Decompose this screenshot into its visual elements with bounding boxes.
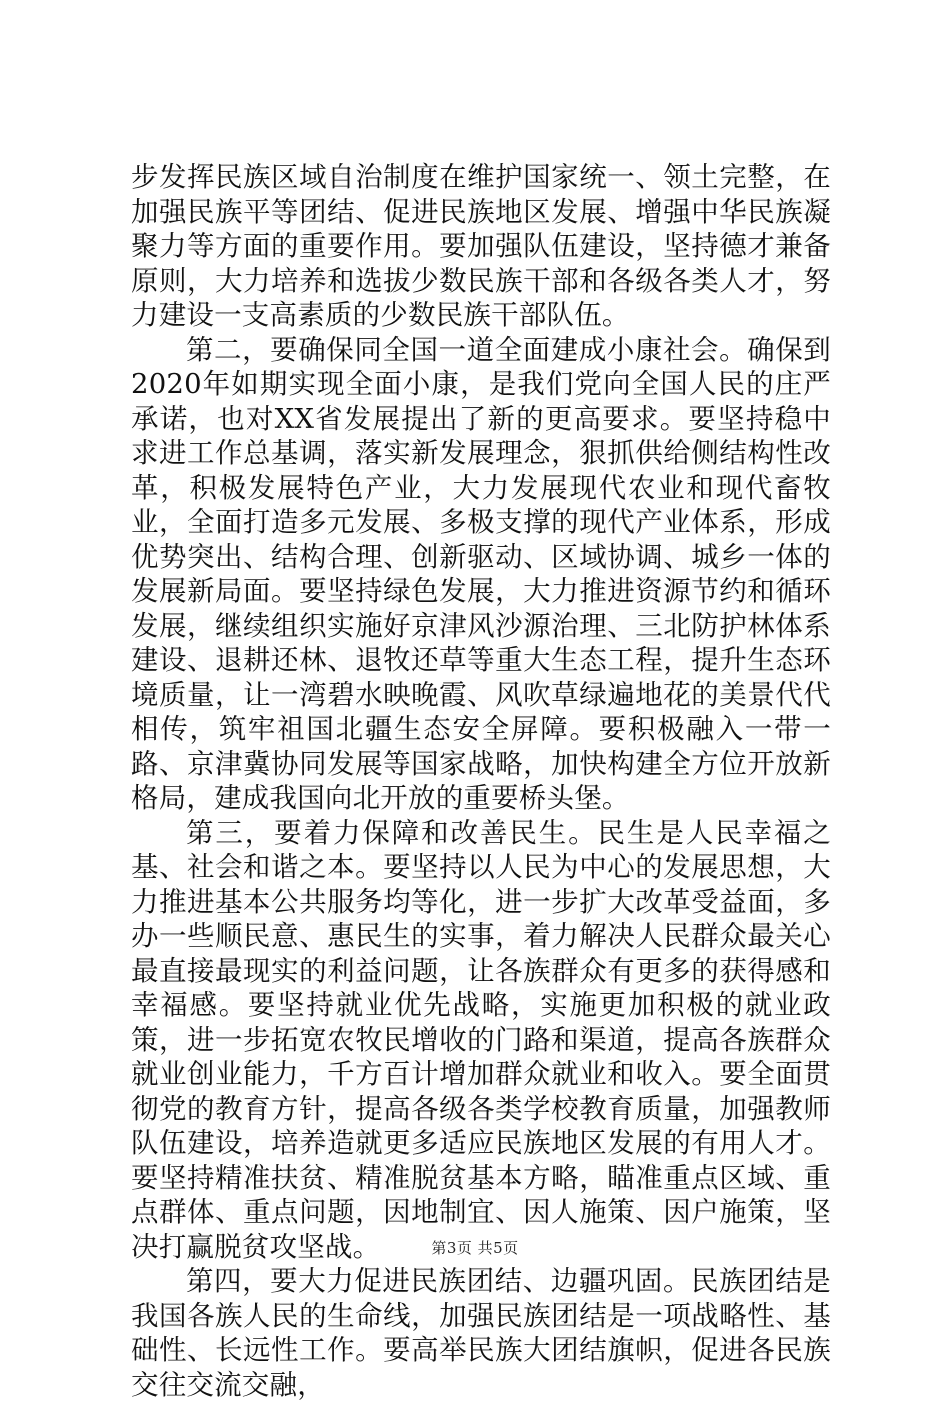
- paragraph-continuation: 步发挥民族区域自治制度在维护国家统一、领土完整，在加强民族平等团结、促进民族地区发展、增强中华民族凝聚力等方面的重要作用。要加强队伍建设，坚持德才兼备原则，大力培养和选拔少数民族干部和各级各类人才，努力建设一支高素质的少数民族干部队伍。: [131, 161, 831, 331]
- paragraph-section-four: 第四，要大力促进民族团结、边疆巩固。民族团结是我国各族人民的生命线，加强民族团结是一项战略性、基础性、长远性工作。要高举民族大团结旗帜，促进各民族交往交流交融，: [131, 1265, 831, 1401]
- paragraph-section-two: 第二，要确保同全国一道全面建成小康社会。确保到2020年如期实现全面小康，是我们党向全国人民的庄严承诺，也对XX省发展提出了新的更高要求。要坚持稳中求进工作总基调，落实新发展理念，狠抓供给侧结构性改革，积极发展特色产业，大力发展现代农业和现代畜牧业，全面打造多元发展、多极支撑的现代产业体系，形成优势突出、结构合理、创新驱动、区域协调、城乡一体的发展新局面。要坚持绿色发展，大力推进资源节约和循环发展，继续组织实施好京津风沙源治理、三北防护林体系建设、退耕还林、退牧还草等重大生态工程，提升生态环境质量，让一湾碧水映晚霞、风吹草绿遍地花的美景代代相传，筑牢祖国北疆生态安全屏障。要积极融入一带一路、京津冀协同发展等国家战略，加快构建全方位开放新格局，建成我国向北开放的重要桥头堡。: [131, 333, 831, 814]
- document-body: [131, 160, 831, 1402]
- paragraph-section-three: 第三，要着力保障和改善民生。民生是人民幸福之基、社会和谐之本。要坚持以人民为中心的发展思想，大力推进基本公共服务均等化，进一步扩大改革受益面，多办一些顺民意、惠民生的实事，着力解决人民群众最关心最直接最现实的利益问题，让各族群众有更多的获得感和幸福感。要坚持就业优先战略，实施更加积极的就业政策，进一步拓宽农牧民增收的门路和渠道，提高各族群众就业创业能力，千方百计增加群众就业和收入。要全面贯彻党的教育方针，提高各级各类学校教育质量，加强教师队伍建设，培养造就更多适应民族地区发展的有用人才。要坚持精准扶贫、精准脱贫基本方略，瞄准重点区域、重点群体、重点问题，因地制宜、因人施策、因户施策，坚决打赢脱贫攻坚战。: [131, 816, 831, 1263]
- page-number-footer: 第3页 共5页: [431, 1239, 519, 1257]
